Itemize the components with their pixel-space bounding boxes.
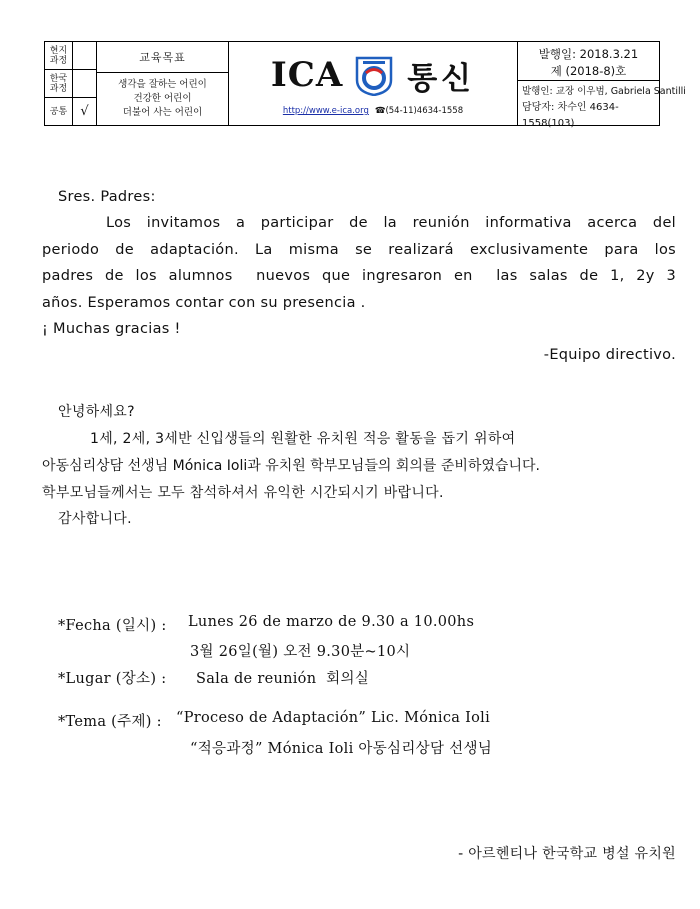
category-common xyxy=(45,98,96,125)
topic-label: *Tema (주제) : xyxy=(58,714,162,730)
topic-value-spanish: “Proceso de Adaptación” Lic. Mónica Ioli xyxy=(176,710,491,726)
category-korean xyxy=(45,70,96,98)
education-goals xyxy=(97,42,229,125)
topic-value-korean: “적응과정” Mónica Ioli 아동심리상담 선생님 xyxy=(190,741,493,757)
category-korean-label: 한국 과정 xyxy=(45,70,73,97)
brand-title xyxy=(229,50,517,100)
korean-greeting: 안녕하세요? xyxy=(58,404,135,420)
publication-info xyxy=(518,42,686,129)
issue-number: 제 (2018-8)호 xyxy=(550,64,627,78)
publisher-block xyxy=(522,84,686,132)
goals-list xyxy=(97,78,228,120)
goals-title: 교육목표 xyxy=(97,42,228,73)
brand-block xyxy=(229,42,518,125)
category-korean-checkbox xyxy=(73,70,96,97)
korean-paragraph-line: 아동심리상담 선생님 Mónica Ioli과 유치원 학부모님들의 회의를 준비하였습니다. xyxy=(42,458,540,474)
contact-line xyxy=(229,106,517,116)
phone-number: ☎(54-11)4634-1558 xyxy=(374,106,464,116)
spanish-thanks: ¡ Muchas gracias ! xyxy=(42,321,181,337)
publication-date-block xyxy=(518,46,659,80)
korean-paragraph-line: 학부모님들께서는 모두 참석하셔서 유익한 시간되시기 바랍니다. xyxy=(42,485,444,501)
date-value-korean: 3월 26일(월) 오전 9.30분~10시 xyxy=(190,644,411,660)
goal-item: 더불어 사는 어린이 xyxy=(122,107,203,118)
goal-item: 생각을 잘하는 어린이 xyxy=(118,79,207,90)
category-common-label: 공통 xyxy=(45,98,73,125)
spanish-paragraph-line: periodo de adaptación. La misma se realizará exclusivamente para los xyxy=(42,242,676,258)
category-local-checkbox xyxy=(73,42,96,69)
brand-tongsin-text: 통신 xyxy=(407,60,476,97)
date-label: *Fecha (일시) : xyxy=(58,618,167,634)
school-logo-icon xyxy=(355,54,393,96)
divider xyxy=(518,80,659,81)
place-label: *Lugar (장소) : xyxy=(58,671,167,687)
newsletter-header xyxy=(44,41,686,129)
place-value: Sala de reunión 회의실 xyxy=(196,671,370,687)
website-link[interactable]: http://www.e-ica.org xyxy=(282,106,369,116)
date-value-spanish: Lunes 26 de marzo de 9.30 a 10.00hs xyxy=(188,614,475,630)
footer-signature: - 아르헨티나 한국학교 병설 유치원 xyxy=(458,846,676,862)
publish-date: 발행일: 2018.3.21 xyxy=(538,47,639,61)
category-local-label: 현지 과정 xyxy=(45,42,73,69)
category-common-checkmark: √ xyxy=(80,103,89,119)
brand-ica-text: ICA xyxy=(270,55,344,95)
spanish-paragraph-line: padres de los alumnos nuevos que ingresaron en las salas de 1, 2y 3 xyxy=(42,268,676,284)
contact-person: 담당자: 차수인 4634-1558(103) xyxy=(522,102,619,129)
category-column xyxy=(45,42,97,125)
korean-paragraph-line: 1세, 2세, 3세반 신입생들의 원활한 유치원 적응 활동을 돕기 위하여 xyxy=(90,431,516,447)
spanish-paragraph-line: Los invitamos a participar de la reunión informativa acerca del xyxy=(106,215,676,231)
goal-item: 건강한 어린이 xyxy=(133,93,192,104)
korean-closing: 감사합니다. xyxy=(58,511,132,527)
spanish-greeting: Sres. Padres: xyxy=(58,189,156,205)
spanish-paragraph-line: años. Esperamos contar con su presencia . xyxy=(42,295,366,311)
category-local xyxy=(45,42,96,70)
publisher: 발행인: 교장 이우범, Gabriela Santilli xyxy=(522,86,686,97)
spanish-signature: -Equipo directivo. xyxy=(543,347,676,363)
